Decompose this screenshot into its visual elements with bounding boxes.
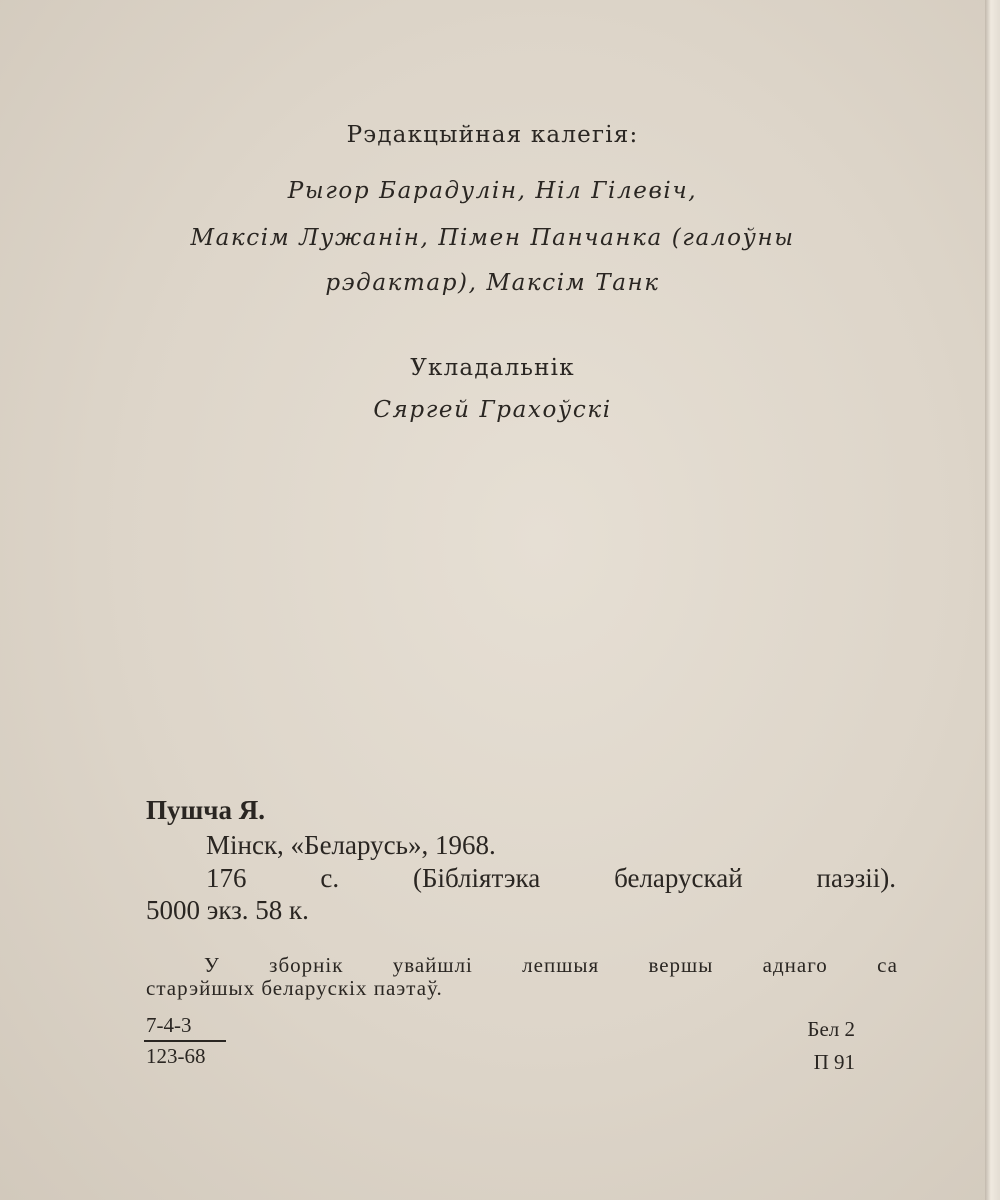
annotation-word: зборнік	[269, 953, 344, 977]
editorial-board-heading: Рэдакцыйная калегія:	[346, 122, 639, 148]
compiler-name: Сяргей Грахоўскі	[373, 397, 612, 423]
editorial-board-line: Рыгор Барадулін, Ніл Гілевіч,	[287, 178, 698, 204]
compiler-heading: Укладальнік	[410, 355, 575, 381]
classification-code: Бел 2	[807, 1017, 855, 1041]
catalog-print-run: 5000 экз. 58 к.	[146, 895, 309, 925]
catalog-pages	[206, 863, 896, 894]
annotation-word: са	[877, 953, 898, 977]
fraction-code-bottom: 123-68	[146, 1044, 206, 1068]
catalog-pages-word: 176	[206, 863, 247, 893]
fraction-divider	[144, 1040, 226, 1042]
annotation-word: лепшыя	[522, 953, 600, 977]
catalog-publisher: Мінск, «Беларусь», 1968.	[206, 830, 496, 860]
annotation-line: старэйшых беларускіх паэтаў.	[146, 976, 443, 1000]
annotation-word: аднаго	[762, 953, 828, 977]
annotation-word: У	[204, 953, 220, 977]
annotation-line	[146, 953, 898, 978]
annotation-word: увайшлі	[392, 953, 473, 977]
catalog-pages-word: паэзіі).	[816, 863, 896, 893]
editorial-board-line: рэдактар), Максім Танк	[325, 270, 660, 296]
catalog-pages-word: с.	[320, 863, 340, 893]
page-edge	[985, 0, 1000, 1200]
catalog-pages-word: беларускай	[614, 863, 743, 893]
editorial-board-line: Максім Лужанін, Пімен Панчанка (галоўны	[190, 225, 795, 251]
catalog-title: Пушча Я.	[146, 795, 266, 825]
annotation-word: вершы	[648, 953, 714, 977]
author-index-code: П 91	[813, 1050, 855, 1074]
fraction-code-top: 7-4-3	[146, 1013, 192, 1037]
catalog-pages-word: (Бібліятэка	[412, 863, 541, 893]
